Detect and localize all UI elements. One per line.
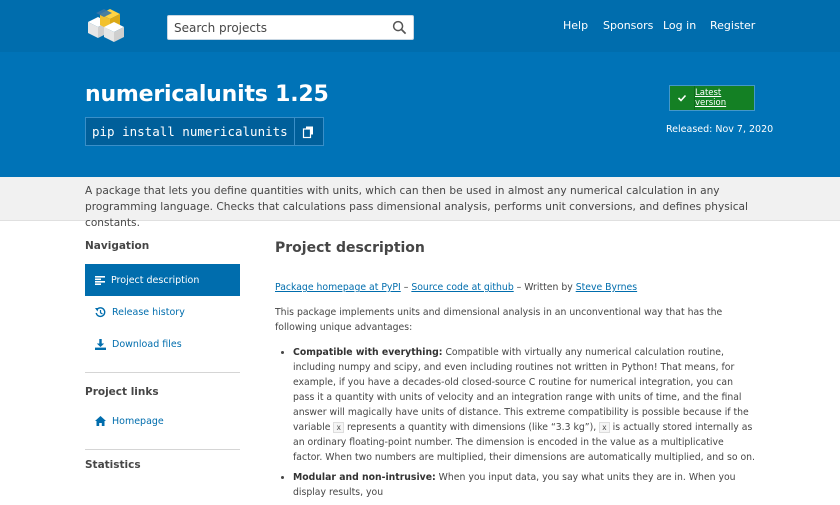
sidebar-divider — [85, 449, 240, 450]
search-icon[interactable] — [392, 20, 407, 35]
bullet-text: Compatible with virtually any numerical calculation routine, including numpy and scipy, and even including routines not written in Python! That means, for example, if you have a decades-old closed-source C routine for numerical integration, you can pass it a quantity with units of velocity and an integration range with units of time, and the final answer will magically have units of distance. This extreme compatibility is possible because if the variable — [293, 347, 749, 433]
nav-login-link[interactable]: Log in — [663, 19, 697, 32]
list-item — [293, 470, 755, 500]
inline-code: x — [333, 422, 344, 433]
release-date: Released: Nov 7, 2020 — [666, 124, 774, 135]
navigation-heading: Navigation — [85, 240, 150, 252]
github-source-link[interactable]: Source code at github — [411, 282, 514, 293]
sidebar-item-homepage[interactable] — [85, 405, 240, 437]
description-links — [275, 282, 755, 293]
list-item — [293, 345, 755, 465]
bullet-title: Modular and non-intrusive: — [293, 472, 436, 483]
bullet-text: represents a quantity with dimensions (like “3.3 kg”), — [343, 422, 600, 433]
nav-help-link[interactable]: Help — [563, 19, 589, 32]
sidebar-item-download-files[interactable] — [85, 328, 240, 360]
pypi-homepage-link[interactable]: Package homepage at PyPI — [275, 282, 401, 293]
search-input[interactable] — [167, 15, 414, 40]
nav-sponsors-link[interactable]: Sponsors — [603, 19, 654, 32]
top-navbar — [0, 0, 840, 52]
statistics-heading: Statistics — [85, 459, 141, 471]
latest-version-link[interactable]: Latest version — [694, 86, 754, 110]
download-icon — [95, 339, 106, 350]
align-left-icon — [95, 276, 105, 285]
check-icon — [677, 93, 687, 103]
bullet-text: is actually stored internally as an ordinary floating-point number. The dimension is encoded in the value as a multiplicative factor. When two numbers are multiplied, their dimensions are automatically multiplied, and so on. — [293, 422, 755, 463]
history-icon — [95, 307, 106, 318]
sidebar-divider — [85, 372, 240, 373]
sidebar-item-release-history[interactable] — [85, 296, 240, 328]
sidebar-item-label: Download files — [112, 338, 182, 350]
sidebar-item-project-description[interactable] — [85, 264, 240, 296]
project-description-section — [275, 240, 755, 505]
package-title: numericalunits 1.25 — [85, 82, 329, 107]
search-placeholder: Search projects — [174, 21, 267, 35]
pypi-logo[interactable] — [84, 8, 126, 44]
author-prefix: – Written by — [513, 282, 576, 293]
author-link[interactable]: Steve Byrnes — [575, 282, 638, 293]
bullet-title: Compatible with everything: — [293, 347, 443, 358]
advantages-list — [275, 345, 755, 500]
project-links-heading: Project links — [85, 386, 159, 398]
package-header — [0, 52, 840, 177]
package-summary: A package that lets you define quantities with units, which can then be used in almost any numerical calculation in any programming language. Checks that calculations pass dimensional analysis, performs unit conversions, and defines physical constants. — [0, 177, 840, 221]
pip-command-box — [85, 117, 324, 146]
home-icon — [95, 416, 106, 426]
latest-version-badge[interactable] — [669, 85, 755, 111]
sidebar-item-label: Project description — [111, 274, 200, 286]
copy-button[interactable] — [294, 118, 323, 145]
sidebar-item-label: Release history — [112, 306, 185, 318]
link-separator: – — [400, 282, 412, 293]
inline-code: x — [599, 422, 610, 433]
sidebar-item-label: Homepage — [112, 415, 164, 427]
pip-command: pip install numericalunits — [92, 124, 288, 139]
description-heading: Project description — [275, 240, 425, 256]
nav-register-link[interactable]: Register — [710, 19, 756, 32]
bullet-text: When you input data, you say what units they are in. When you display results, you — [293, 472, 736, 498]
copy-icon — [303, 126, 314, 138]
intro-paragraph: This package implements units and dimensional analysis in an unconventional way that has the following unique advantages: — [275, 307, 723, 333]
